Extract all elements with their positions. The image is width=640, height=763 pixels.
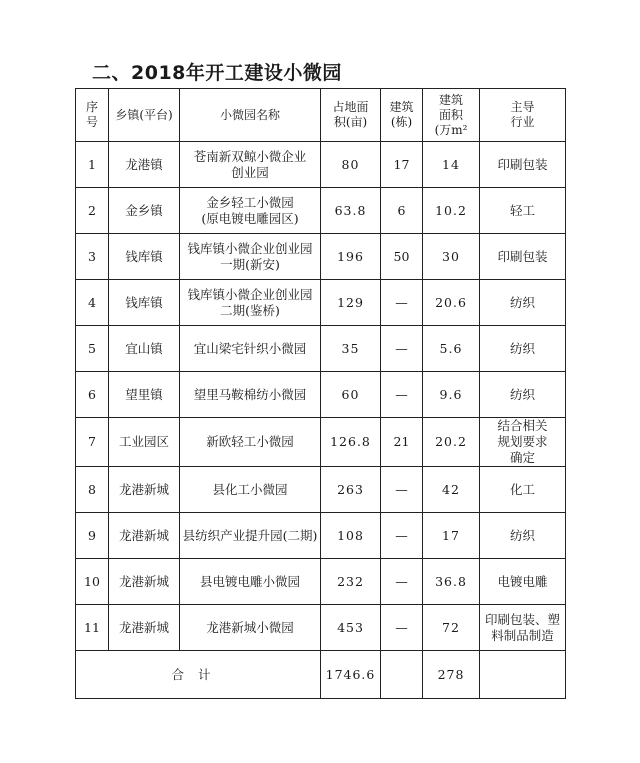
header-town: 乡镇(平台)	[109, 89, 180, 142]
cell-park-name: 宜山梁宅针织小微园	[180, 326, 321, 372]
table-footer	[76, 651, 566, 699]
header-industry: 主导 行业	[480, 89, 566, 142]
header-buildings: 建筑 (栋)	[381, 89, 423, 142]
total-floor-area: 278	[423, 651, 480, 699]
cell-town: 钱库镇	[109, 234, 180, 280]
cell-area: 80	[321, 142, 381, 188]
cell-town: 工业园区	[109, 418, 180, 467]
cell-area: 196	[321, 234, 381, 280]
cell-buildings: 6	[381, 188, 423, 234]
cell-town: 龙港新城	[109, 605, 180, 651]
parks-table	[75, 88, 566, 699]
table-body	[76, 142, 566, 651]
cell-floor-area: 36.8	[423, 559, 480, 605]
cell-park-name: 县纺织产业提升园(二期)	[180, 513, 321, 559]
cell-buildings: —	[381, 467, 423, 513]
table-row	[76, 372, 566, 418]
cell-industry: 纺织	[480, 326, 566, 372]
cell-industry: 印刷包装	[480, 142, 566, 188]
cell-buildings: 17	[381, 142, 423, 188]
cell-town: 金乡镇	[109, 188, 180, 234]
cell-no: 5	[76, 326, 109, 372]
cell-industry: 印刷包装	[480, 234, 566, 280]
cell-town: 望里镇	[109, 372, 180, 418]
cell-no: 9	[76, 513, 109, 559]
header-row	[76, 89, 566, 142]
cell-industry: 电镀电雕	[480, 559, 566, 605]
cell-floor-area: 5.6	[423, 326, 480, 372]
page-title: 二、2018年开工建设小微园	[92, 62, 342, 84]
cell-no: 3	[76, 234, 109, 280]
cell-industry: 纺织	[480, 513, 566, 559]
cell-floor-area: 20.2	[423, 418, 480, 467]
cell-town: 龙港新城	[109, 467, 180, 513]
table-header	[76, 89, 566, 142]
table-row	[76, 188, 566, 234]
cell-area: 60	[321, 372, 381, 418]
cell-town: 钱库镇	[109, 280, 180, 326]
cell-area: 63.8	[321, 188, 381, 234]
cell-industry: 结合相关 规划要求 确定	[480, 418, 566, 467]
cell-floor-area: 72	[423, 605, 480, 651]
cell-area: 35	[321, 326, 381, 372]
cell-area: 453	[321, 605, 381, 651]
total-row	[76, 651, 566, 699]
table-row	[76, 234, 566, 280]
cell-park-name: 钱库镇小微企业创业园 一期(新安)	[180, 234, 321, 280]
header-no: 序 号	[76, 89, 109, 142]
header-park: 小微园名称	[180, 89, 321, 142]
cell-floor-area: 42	[423, 467, 480, 513]
table-row	[76, 467, 566, 513]
cell-buildings: —	[381, 605, 423, 651]
cell-park-name: 金乡轻工小微园 (原电镀电雕园区)	[180, 188, 321, 234]
cell-park-name: 龙港新城小微园	[180, 605, 321, 651]
cell-park-name: 县电镀电雕小微园	[180, 559, 321, 605]
cell-floor-area: 17	[423, 513, 480, 559]
total-industry	[480, 651, 566, 699]
cell-no: 10	[76, 559, 109, 605]
cell-area: 108	[321, 513, 381, 559]
cell-town: 龙港新城	[109, 513, 180, 559]
table-row	[76, 326, 566, 372]
table-row	[76, 418, 566, 467]
cell-buildings: —	[381, 372, 423, 418]
cell-buildings: —	[381, 559, 423, 605]
table-row	[76, 559, 566, 605]
cell-floor-area: 20.6	[423, 280, 480, 326]
header-floor-area: 建筑 面积 (万m²	[423, 89, 480, 142]
cell-floor-area: 14	[423, 142, 480, 188]
total-buildings	[381, 651, 423, 699]
cell-area: 126.8	[321, 418, 381, 467]
cell-no: 2	[76, 188, 109, 234]
cell-area: 232	[321, 559, 381, 605]
cell-town: 龙港新城	[109, 559, 180, 605]
cell-floor-area: 30	[423, 234, 480, 280]
total-area: 1746.6	[321, 651, 381, 699]
cell-buildings: —	[381, 326, 423, 372]
cell-town: 龙港镇	[109, 142, 180, 188]
table-row	[76, 605, 566, 651]
cell-no: 7	[76, 418, 109, 467]
cell-park-name: 望里马鞍棉纺小微园	[180, 372, 321, 418]
cell-no: 4	[76, 280, 109, 326]
cell-no: 1	[76, 142, 109, 188]
cell-buildings: 21	[381, 418, 423, 467]
table-row	[76, 280, 566, 326]
table-row	[76, 513, 566, 559]
cell-park-name: 苍南新双鲸小微企业 创业园	[180, 142, 321, 188]
header-area: 占地面 积(亩)	[321, 89, 381, 142]
cell-industry: 化工	[480, 467, 566, 513]
cell-area: 263	[321, 467, 381, 513]
cell-buildings: —	[381, 513, 423, 559]
cell-no: 8	[76, 467, 109, 513]
cell-industry: 纺织	[480, 280, 566, 326]
cell-floor-area: 10.2	[423, 188, 480, 234]
total-label: 合计	[76, 651, 321, 699]
cell-town: 宜山镇	[109, 326, 180, 372]
cell-industry: 纺织	[480, 372, 566, 418]
cell-industry: 印刷包装、塑 料制品制造	[480, 605, 566, 651]
cell-area: 129	[321, 280, 381, 326]
cell-buildings: —	[381, 280, 423, 326]
cell-park-name: 县化工小微园	[180, 467, 321, 513]
cell-no: 11	[76, 605, 109, 651]
cell-floor-area: 9.6	[423, 372, 480, 418]
cell-no: 6	[76, 372, 109, 418]
cell-park-name: 钱库镇小微企业创业园 二期(鉴桥)	[180, 280, 321, 326]
cell-buildings: 50	[381, 234, 423, 280]
table-row	[76, 142, 566, 188]
cell-industry: 轻工	[480, 188, 566, 234]
cell-park-name: 新欧轻工小微园	[180, 418, 321, 467]
